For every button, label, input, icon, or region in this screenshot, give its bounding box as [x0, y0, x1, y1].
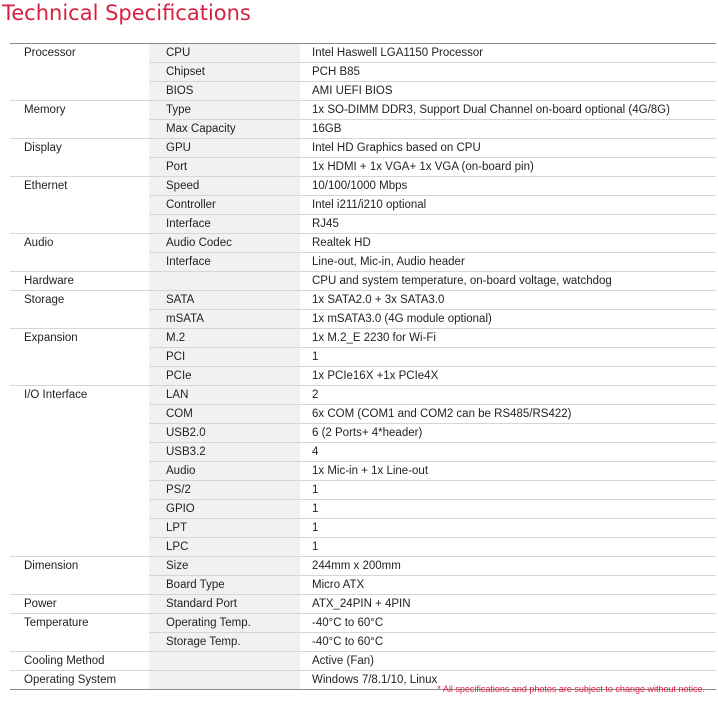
spec-row: [10, 329, 716, 348]
spec-subcategory: LPC: [149, 538, 300, 557]
spec-subcategory: Type: [149, 101, 300, 120]
spec-value: 244mm x 200mm: [300, 557, 716, 576]
spec-category: [10, 500, 149, 519]
spec-value: 1: [300, 538, 716, 557]
spec-category: [10, 253, 149, 272]
spec-category: Audio: [24, 237, 54, 249]
spec-category: Operating System: [24, 674, 117, 686]
spec-subcategory: Audio: [149, 462, 300, 481]
spec-value: 1x SO-DIMM DDR3, Support Dual Channel on-board optional (4G/8G): [300, 101, 716, 120]
spec-subcategory: [149, 671, 300, 690]
spec-category: Dimension: [24, 560, 79, 572]
spec-category: [10, 63, 149, 82]
spec-row: [10, 272, 716, 291]
spec-row: [10, 177, 716, 196]
spec-row: [10, 196, 716, 215]
spec-subcategory: Port: [149, 158, 300, 177]
spec-value: 1: [300, 519, 716, 538]
spec-row: [10, 101, 716, 120]
spec-row: [10, 386, 716, 405]
spec-category: [10, 481, 149, 500]
spec-category: [10, 158, 149, 177]
spec-value: Intel i211/i210 optional: [300, 196, 716, 215]
spec-subcategory: USB3.2: [149, 443, 300, 462]
spec-row: [10, 614, 716, 633]
spec-category: Ethernet: [24, 180, 68, 192]
spec-value: Intel Haswell LGA1150 Processor: [300, 44, 716, 63]
spec-row: [10, 291, 716, 310]
spec-category: [10, 424, 149, 443]
spec-value: Active (Fan): [300, 652, 716, 671]
spec-value: -40°C to 60°C: [300, 633, 716, 652]
spec-category: Memory: [24, 104, 66, 116]
spec-subcategory: Interface: [149, 253, 300, 272]
spec-category: [10, 310, 149, 329]
spec-value: 2: [300, 386, 716, 405]
spec-row: [10, 500, 716, 519]
spec-category: [10, 82, 149, 101]
spec-subcategory: Size: [149, 557, 300, 576]
spec-category: [10, 462, 149, 481]
spec-subcategory: Interface: [149, 215, 300, 234]
spec-subcategory: PS/2: [149, 481, 300, 500]
spec-category: [10, 196, 149, 215]
spec-row: [10, 652, 716, 671]
spec-category: Power: [10, 595, 149, 614]
spec-category: [10, 538, 149, 557]
spec-row: [10, 595, 716, 614]
spec-subcategory: mSATA: [149, 310, 300, 329]
spec-row: [10, 443, 716, 462]
spec-row: [10, 120, 716, 139]
spec-row: [10, 557, 716, 576]
spec-row: [10, 348, 716, 367]
spec-subcategory: Chipset: [149, 63, 300, 82]
spec-row: [10, 576, 716, 595]
spec-subcategory: [149, 272, 300, 291]
spec-value: 1x mSATA3.0 (4G module optional): [300, 310, 716, 329]
spec-subcategory: BIOS: [149, 82, 300, 101]
spec-row: [10, 139, 716, 158]
spec-subcategory: Operating Temp.: [149, 614, 300, 633]
spec-category: Hardware: [10, 272, 149, 291]
spec-row: [10, 63, 716, 82]
spec-subcategory: SATA: [149, 291, 300, 310]
spec-category: Cooling Method: [10, 652, 149, 671]
spec-category: [10, 443, 149, 462]
spec-value: 6 (2 Ports+ 4*header): [300, 424, 716, 443]
spec-category: [10, 120, 149, 139]
page-title: Technical Specifications: [2, 1, 251, 25]
spec-subcategory: [149, 652, 300, 671]
spec-row: [10, 44, 716, 63]
spec-row: [10, 215, 716, 234]
spec-value: 1x Mic-in + 1x Line-out: [300, 462, 716, 481]
spec-row: [10, 310, 716, 329]
spec-subcategory: Audio Codec: [149, 234, 300, 253]
spec-category: Processor: [24, 47, 76, 59]
spec-category: [10, 576, 149, 595]
spec-row: [10, 633, 716, 652]
spec-value: Intel HD Graphics based on CPU: [300, 139, 716, 158]
spec-value: 1: [300, 481, 716, 500]
spec-row: [10, 538, 716, 557]
spec-value: -40°C to 60°C: [300, 614, 716, 633]
spec-subcategory: Storage Temp.: [149, 633, 300, 652]
spec-subcategory: GPIO: [149, 500, 300, 519]
spec-subcategory: M.2: [149, 329, 300, 348]
spec-value: ATX_24PIN + 4PIN: [300, 595, 716, 614]
spec-subcategory: Board Type: [149, 576, 300, 595]
spec-value: 16GB: [300, 120, 716, 139]
spec-category: [10, 215, 149, 234]
spec-row: [10, 481, 716, 500]
spec-value: 1x PCIe16X +1x PCIe4X: [300, 367, 716, 386]
spec-value: 10/100/1000 Mbps: [300, 177, 716, 196]
spec-value: 1: [300, 348, 716, 367]
spec-subcategory: COM: [149, 405, 300, 424]
spec-row: [10, 424, 716, 443]
spec-value: 6x COM (COM1 and COM2 can be RS485/RS422): [300, 405, 716, 424]
spec-category: [10, 405, 149, 424]
spec-value: RJ45: [300, 215, 716, 234]
footnote: * All specifications and photos are subject to change without notice.: [437, 684, 705, 694]
spec-category: Display: [24, 142, 62, 154]
spec-value: AMI UEFI BIOS: [300, 82, 716, 101]
spec-value: 1: [300, 500, 716, 519]
spec-value: 4: [300, 443, 716, 462]
spec-value: Windows 7/8.1/10, Linux: [312, 674, 438, 686]
spec-subcategory: LPT: [149, 519, 300, 538]
spec-category: [10, 348, 149, 367]
spec-subcategory: GPU: [149, 139, 300, 158]
spec-subcategory: PCIe: [149, 367, 300, 386]
spec-row: [10, 253, 716, 272]
spec-value: 1x HDMI + 1x VGA+ 1x VGA (on-board pin): [300, 158, 716, 177]
spec-subcategory: Standard Port: [149, 595, 300, 614]
spec-row: [10, 234, 716, 253]
spec-subcategory: Controller: [149, 196, 300, 215]
spec-category: [10, 519, 149, 538]
spec-row: [10, 519, 716, 538]
spec-value: 1x M.2_E 2230 for Wi-Fi: [300, 329, 716, 348]
spec-value: PCH B85: [300, 63, 716, 82]
spec-category: Temperature: [24, 617, 89, 629]
spec-subcategory: USB2.0: [149, 424, 300, 443]
spec-row: [10, 367, 716, 386]
spec-category: [10, 633, 149, 652]
spec-category: Storage: [24, 294, 65, 306]
spec-table-body: [10, 44, 716, 690]
spec-value: CPU and system temperature, on-board voltage, watchdog: [300, 272, 716, 291]
spec-row: [10, 158, 716, 177]
spec-value: Line-out, Mic-in, Audio header: [300, 253, 716, 272]
spec-value: Micro ATX: [300, 576, 716, 595]
spec-subcategory: PCI: [149, 348, 300, 367]
spec-subcategory: Max Capacity: [149, 120, 300, 139]
spec-subcategory: Speed: [149, 177, 300, 196]
spec-subcategory: LAN: [149, 386, 300, 405]
spec-value: Realtek HD: [300, 234, 716, 253]
spec-category: I/O Interface: [24, 389, 88, 401]
spec-row: [10, 405, 716, 424]
spec-value: 1x SATA2.0 + 3x SATA3.0: [300, 291, 716, 310]
spec-row: [10, 462, 716, 481]
spec-table: [10, 43, 716, 690]
spec-category: Expansion: [24, 332, 78, 344]
spec-subcategory: CPU: [149, 44, 300, 63]
spec-row: [10, 82, 716, 101]
spec-category: [10, 367, 149, 386]
